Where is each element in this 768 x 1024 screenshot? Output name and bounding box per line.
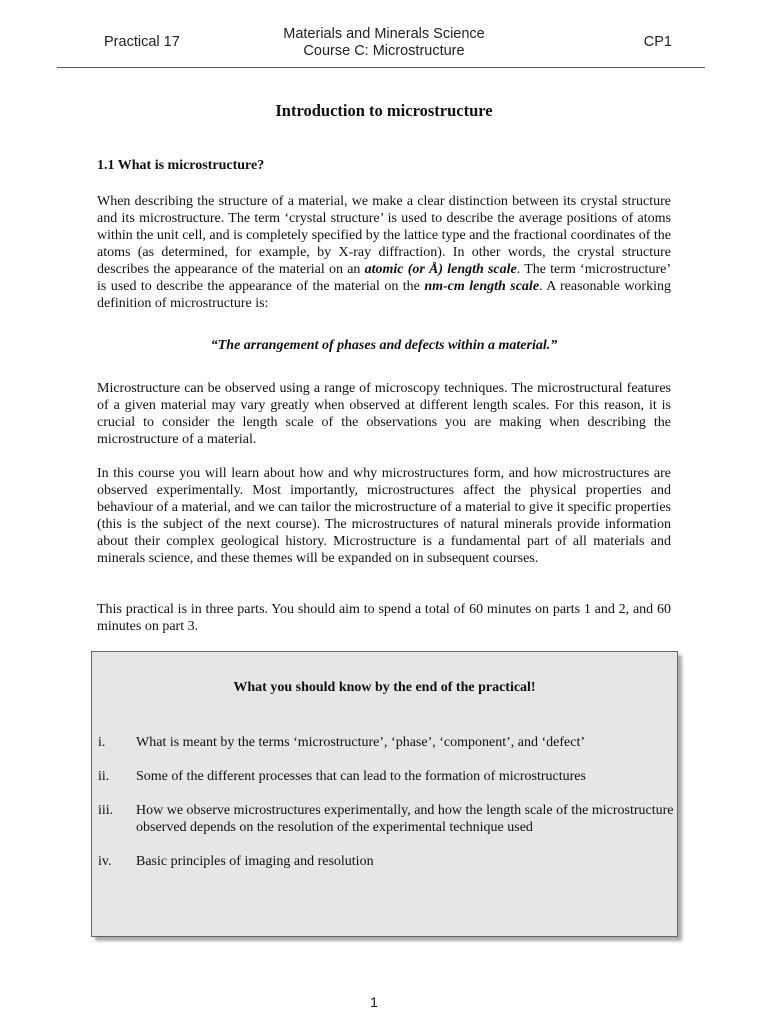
page-number: 1 [370, 994, 378, 1010]
paragraph-timing: This practical is in three parts. You should aim to spend a total of 60 minutes on parts 1 and 2, and 60 minutes on part 3. [97, 602, 671, 634]
header-course-line1: Materials and Minerals Science [283, 26, 485, 42]
objective-number: iv. [98, 854, 112, 869]
paragraph-course-overview: In this course you will learn about how and why microstructures form, and how microstructures are observed experimentally. Most importantly, microstructures affect the physical properties and behaviour of a material, and we can tailor the microstructure of a material to give it specific properties (this is the subject of the next course). The microstructures of natural minerals provide information about their complex geological history. Microstructure is a fundamental part of all materials and minerals science, and these themes will be expanded on in subsequent courses. [97, 466, 671, 566]
para1-emphasis-atomic: atomic (or Å) length scale [364, 262, 517, 277]
para1-text-c: . The term ‘microstructure’ is used to describe the appearance of the material on the [97, 262, 671, 294]
objective-text: Basic principles of imaging and resolution [136, 854, 374, 869]
header-practical-label: Practical 17 [104, 34, 180, 50]
para1-text-a: When describing the structure of a material, we make a clear distinction between its crystal structure and its microstructure. The term ‘crystal structure’ is used to describe the average positions of atoms within the unit cell, and is completely specified by the lattice type and the fractional coordinates of the atoms (as determined, for example, by X-ray diffraction). In other words, the crystal structure describes the appearance of the material on an [97, 194, 671, 277]
objective-text: How we observe microstructures experimentally, and how the length scale of the microstructure observed depends on the resolution of the experimental technique used [136, 803, 674, 835]
objective-number: i. [98, 735, 106, 750]
objective-text: Some of the different processes that can lead to the formation of microstructures [136, 769, 586, 784]
definition-quote: “The arrangement of phases and defects within a material.” [210, 338, 558, 353]
learning-objectives-box [91, 651, 678, 937]
paragraph-crystal-structure [97, 193, 671, 312]
learning-objectives-title: What you should know by the end of the practical! [233, 680, 536, 695]
objective-text: What is meant by the terms ‘microstructure’, ‘phase’, ‘component’, and ‘defect’ [136, 735, 585, 750]
para1-emphasis-nm-cm: nm-cm length scale [424, 279, 540, 294]
objective-number: ii. [98, 769, 110, 784]
objective-number: iii. [98, 803, 114, 818]
header-divider [57, 67, 705, 68]
header-code: CP1 [643, 34, 672, 50]
header-course-line2: Course C: Microstructure [303, 43, 465, 59]
para1-text-e: . A reasonable working definition of microstructure is: [97, 279, 671, 311]
page-title: Introduction to microstructure [275, 101, 493, 120]
paragraph-observation: Microstructure can be observed using a range of microscopy techniques. The microstructural features of a given material may vary greatly when observed at different length scales. For this reason, it is crucial to consider the length scale of the observations you are making when describing the microstructure of a material. [97, 381, 671, 447]
section-heading: 1.1 What is microstructure? [97, 158, 265, 173]
